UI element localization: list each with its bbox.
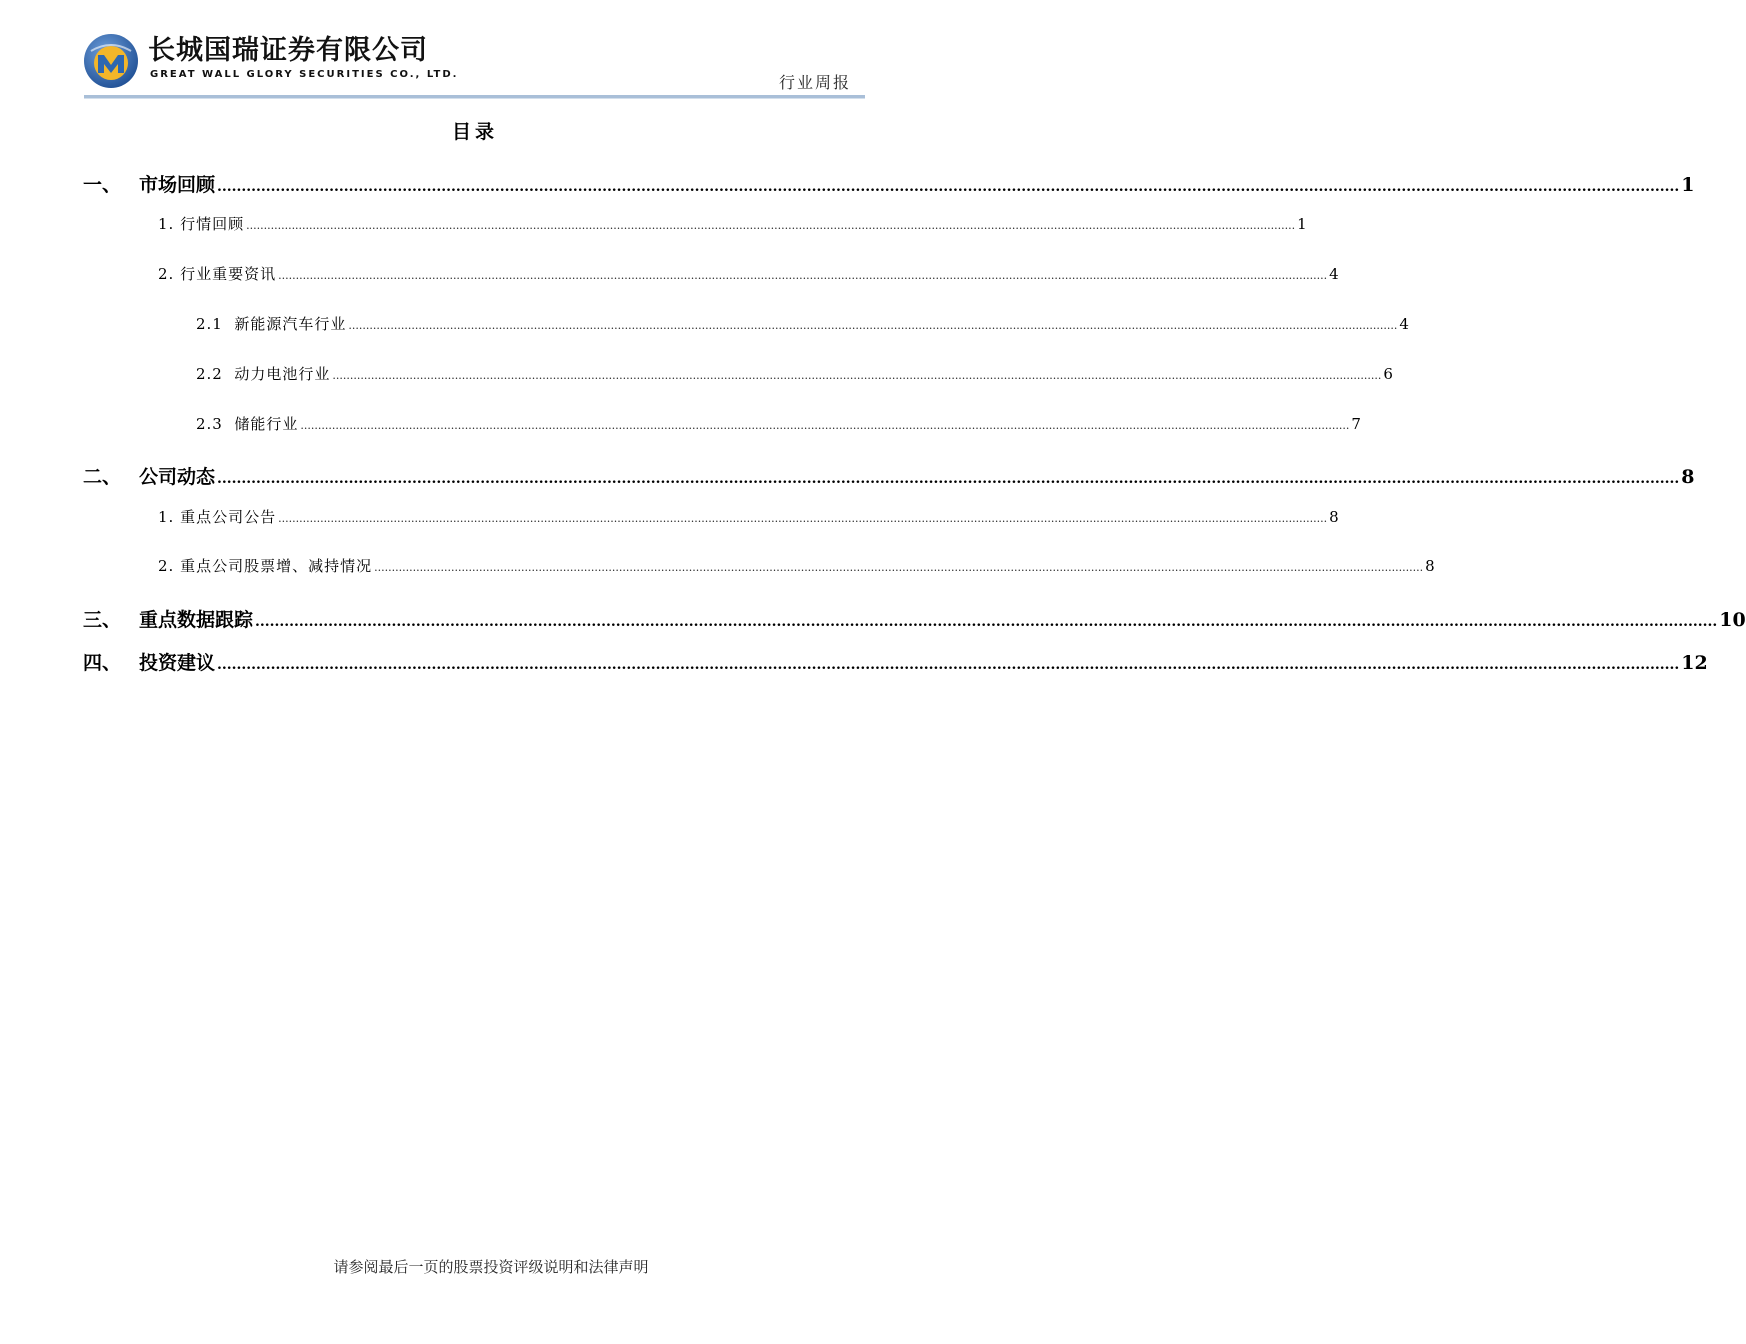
toc-entry-label: 新能源汽车行业	[234, 315, 347, 333]
toc-entry-page: 8	[1329, 508, 1340, 526]
toc-leader-dots: ............................................................................................................................................................................................................................................................................................................	[374, 561, 1424, 574]
toc-entry-number: 一、	[83, 174, 122, 196]
page-header	[80, 30, 867, 102]
toc-entry-page: 12	[1681, 652, 1708, 674]
toc-entry-number: 2.2	[196, 365, 223, 383]
footer-disclaimer: 请参阅最后一页的股票投资评级说明和法律声明	[333, 1258, 649, 1276]
toc-leader-dots: ............................................................................................................................................................................................................................................................................................................	[332, 369, 1382, 382]
toc-entry-page: 6	[1383, 365, 1394, 383]
toc-entry-label: 行情回顾	[180, 215, 245, 233]
toc-leader-dots: ............................................................................................................................................................................................................................................................................................................	[348, 319, 1398, 332]
toc-entry-page: 10	[1719, 609, 1746, 631]
toc-entry[interactable]	[83, 648, 1708, 675]
toc-leader-dots: ............................................................................................................................................................................................................................................................................................................	[300, 419, 1350, 432]
toc-entry-page: 8	[1681, 466, 1695, 488]
toc-entry-label: 市场回顾	[139, 174, 216, 196]
toc-entry[interactable]	[196, 413, 1362, 434]
toc-entry-number: 2.	[158, 557, 175, 575]
toc-entry-page: 7	[1351, 415, 1362, 433]
toc-leader-dots: ............................................................................................................................................................................................................................................................................................................	[217, 657, 1680, 673]
toc-entry-number: 1.	[158, 508, 175, 526]
toc-entry-number: 二、	[83, 466, 122, 488]
toc-entry-label: 公司动态	[139, 466, 216, 488]
toc-entry[interactable]	[158, 213, 1308, 234]
toc-entry[interactable]	[83, 170, 1695, 197]
toc-entry-label: 行业重要资讯	[180, 265, 277, 283]
toc-entry-label: 投资建议	[139, 652, 216, 674]
toc-entry-label: 重点数据跟踪	[139, 609, 254, 631]
toc-entry-number: 2.	[158, 265, 175, 283]
toc-entry[interactable]	[158, 506, 1340, 527]
toc-leader-dots: ............................................................................................................................................................................................................................................................................................................	[255, 614, 1718, 630]
toc-entry-page: 1	[1297, 215, 1308, 233]
toc-leader-dots: ............................................................................................................................................................................................................................................................................................................	[278, 512, 1328, 525]
report-type: 行业周报	[778, 73, 851, 92]
toc-entry[interactable]	[196, 363, 1394, 384]
toc-entry-page: 4	[1399, 315, 1410, 333]
toc-leader-dots: ............................................................................................................................................................................................................................................................................................................	[217, 471, 1680, 487]
toc-leader-dots: ............................................................................................................................................................................................................................................................................................................	[217, 179, 1680, 195]
company-logo-icon	[83, 33, 139, 89]
toc-entry-label: 重点公司股票增、减持情况	[180, 557, 373, 575]
toc-entry-label: 重点公司公告	[180, 508, 277, 526]
toc-entry[interactable]	[83, 462, 1695, 489]
toc-leader-dots: ............................................................................................................................................................................................................................................................................................................	[278, 269, 1328, 282]
toc-entry-page: 4	[1329, 265, 1340, 283]
toc-entry[interactable]	[196, 313, 1410, 334]
toc-entry-number: 1.	[158, 215, 175, 233]
toc-title: 目录	[451, 121, 498, 143]
toc-entry-number: 2.1	[196, 315, 223, 333]
toc-leader-dots: ............................................................................................................................................................................................................................................................................................................	[246, 219, 1296, 232]
toc-entry[interactable]	[83, 605, 1746, 632]
header-divider-thin	[84, 98, 865, 99]
toc-entry-number: 三、	[83, 609, 122, 631]
toc-entry-number: 四、	[83, 652, 122, 674]
toc-entry[interactable]	[158, 263, 1340, 284]
toc-entry-number: 2.3	[196, 415, 223, 433]
toc-entry[interactable]	[158, 555, 1436, 576]
toc-entry-label: 动力电池行业	[234, 365, 331, 383]
toc-entry-page: 8	[1425, 557, 1436, 575]
company-name-en: GREAT WALL GLORY SECURITIES CO., LTD.	[150, 69, 459, 80]
toc-entry-page: 1	[1681, 174, 1695, 196]
toc-entry-label: 储能行业	[234, 415, 299, 433]
company-name-cn: 长城国瑞证券有限公司	[148, 35, 428, 66]
